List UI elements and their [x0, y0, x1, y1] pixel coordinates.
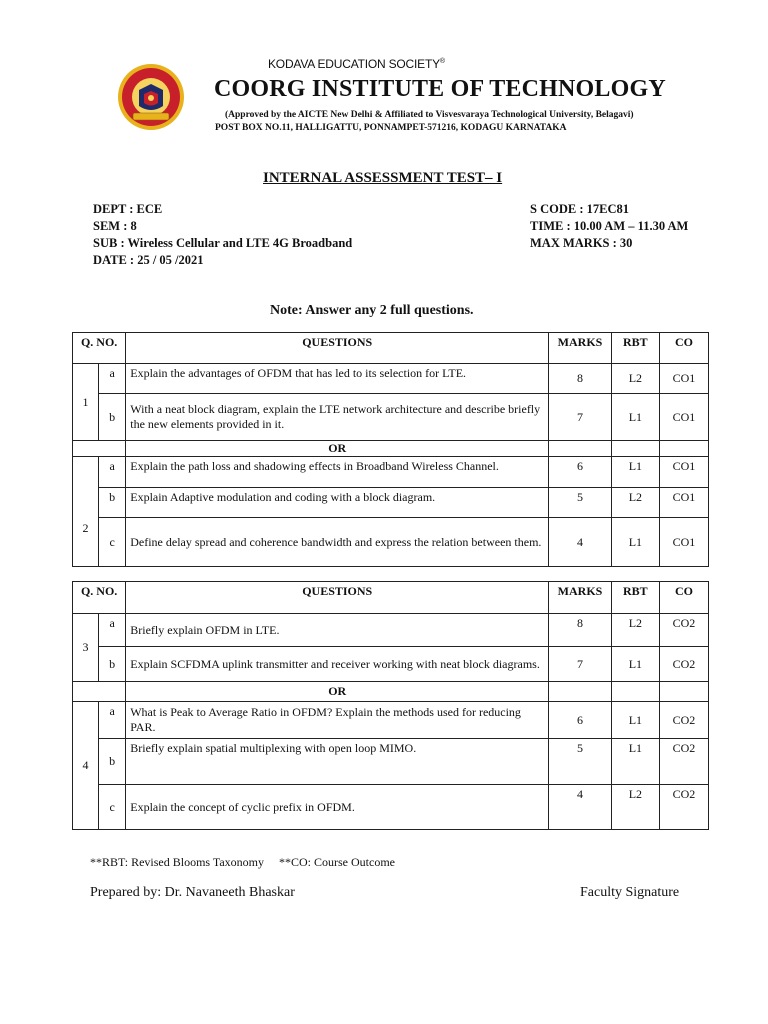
question-number: 2 [73, 457, 99, 567]
sub-question-label: a [99, 702, 126, 739]
table-row [73, 394, 709, 441]
co-cell: CO2 [659, 785, 708, 830]
or-label: OR [126, 682, 549, 702]
col-qno: Q. NO. [73, 582, 126, 614]
rbt-cell: L2 [611, 614, 659, 647]
approval-line: (Approved by the AICTE New Delhi & Affiliated to Visvesvaraya Technological University, Belagavi) [225, 110, 634, 120]
marks-cell: 4 [549, 518, 612, 567]
marks-cell: 7 [549, 647, 612, 682]
question-text: Explain the concept of cyclic prefix in OFDM. [126, 785, 549, 830]
col-marks: MARKS [549, 333, 612, 364]
sub-question-label: a [99, 364, 126, 394]
co-cell: CO2 [659, 702, 708, 739]
sem-field: SEM : 8 [93, 219, 137, 233]
rbt-cell: L1 [611, 394, 659, 441]
society-name: KODAVA EDUCATION SOCIETY® [268, 57, 445, 71]
co-cell: CO1 [659, 518, 708, 567]
dept-field: DEPT : ECE [93, 202, 163, 216]
or-row [73, 682, 709, 702]
marks-cell: 6 [549, 702, 612, 739]
question-text: Explain Adaptive modulation and coding with a block diagram. [126, 488, 549, 518]
rbt-cell: L1 [611, 518, 659, 567]
question-text: Explain SCFDMA uplink transmitter and receiver working with neat block diagrams. [126, 647, 549, 682]
col-questions: QUESTIONS [126, 333, 549, 364]
col-qno: Q. NO. [73, 333, 126, 364]
rbt-cell: L1 [611, 647, 659, 682]
table-header-row [73, 582, 709, 614]
table-row [73, 647, 709, 682]
sub-question-label: b [99, 488, 126, 518]
co-cell: CO1 [659, 457, 708, 488]
prepared-by: Prepared by: Dr. Navaneeth Bhaskar [90, 885, 295, 900]
test-title: INTERNAL ASSESSMENT TEST– I [263, 170, 503, 186]
emblem-icon [116, 62, 186, 132]
table-header-row [73, 333, 709, 364]
table-row [73, 702, 709, 739]
sub-question-label: c [99, 785, 126, 830]
rbt-cell: L2 [611, 364, 659, 394]
marks-cell: 6 [549, 457, 612, 488]
footnote: **RBT: Revised Blooms Taxonomy **CO: Course Outcome [90, 855, 395, 869]
question-number: 4 [73, 702, 99, 830]
instruction-note: Note: Answer any 2 full questions. [270, 303, 474, 318]
institute-name: COORG INSTITUTE OF TECHNOLOGY [214, 76, 666, 102]
marks-cell: 8 [549, 364, 612, 394]
question-text: What is Peak to Average Ratio in OFDM? Explain the methods used for reducing PAR. [126, 702, 549, 739]
date-field: DATE : 25 / 05 /2021 [93, 253, 204, 267]
marks-cell: 8 [549, 614, 612, 647]
questions-table-1 [72, 332, 709, 567]
question-number: 3 [73, 614, 99, 682]
co-cell: CO1 [659, 364, 708, 394]
col-questions: QUESTIONS [126, 582, 549, 614]
or-row [73, 441, 709, 457]
max-marks-field: MAX MARKS : 30 [530, 236, 633, 250]
sub-question-label: b [99, 739, 126, 785]
marks-cell: 7 [549, 394, 612, 441]
table-row [73, 488, 709, 518]
sub-question-label: a [99, 457, 126, 488]
co-cell: CO1 [659, 394, 708, 441]
question-text: Explain the advantages of OFDM that has led to its selection for LTE. [126, 364, 549, 394]
marks-cell: 5 [549, 739, 612, 785]
col-rbt: RBT [611, 582, 659, 614]
co-cell: CO2 [659, 739, 708, 785]
col-co: CO [659, 333, 708, 364]
or-label: OR [126, 441, 549, 457]
co-cell: CO1 [659, 488, 708, 518]
scode-field: S CODE : 17EC81 [530, 202, 629, 216]
rbt-cell: L1 [611, 739, 659, 785]
sub-question-label: b [99, 394, 126, 441]
table-row [73, 614, 709, 647]
question-text: Briefly explain OFDM in LTE. [126, 614, 549, 647]
questions-table-2 [72, 581, 709, 830]
col-co: CO [659, 582, 708, 614]
col-marks: MARKS [549, 582, 612, 614]
question-text: Explain the path loss and shadowing effects in Broadband Wireless Channel. [126, 457, 549, 488]
table-row [73, 364, 709, 394]
co-cell: CO2 [659, 614, 708, 647]
sub-question-label: c [99, 518, 126, 567]
co-cell: CO2 [659, 647, 708, 682]
col-rbt: RBT [611, 333, 659, 364]
rbt-cell: L2 [611, 488, 659, 518]
marks-cell: 5 [549, 488, 612, 518]
rbt-cell: L1 [611, 702, 659, 739]
institute-logo [116, 62, 186, 132]
question-text: Define delay spread and coherence bandwidth and express the relation between them. [126, 518, 549, 567]
table-row [73, 739, 709, 785]
marks-cell: 4 [549, 785, 612, 830]
rbt-cell: L2 [611, 785, 659, 830]
time-field: TIME : 10.00 AM – 11.30 AM [530, 219, 689, 233]
registered-mark: ® [439, 58, 445, 65]
address-line: POST BOX NO.11, HALLIGATTU, PONNAMPET-571216, KODAGU KARNATAKA [215, 123, 567, 133]
subject-field: SUB : Wireless Cellular and LTE 4G Broadband [93, 236, 353, 250]
question-number: 1 [73, 364, 99, 441]
faculty-signature: Faculty Signature [580, 885, 680, 900]
sub-question-label: b [99, 647, 126, 682]
table-row [73, 518, 709, 567]
sub-question-label: a [99, 614, 126, 647]
table-row [73, 457, 709, 488]
table-row [73, 785, 709, 830]
rbt-cell: L1 [611, 457, 659, 488]
question-text: With a neat block diagram, explain the LTE network architecture and describe briefly the new elements provided in it. [126, 394, 549, 441]
question-text: Briefly explain spatial multiplexing with open loop MIMO. [126, 739, 549, 785]
